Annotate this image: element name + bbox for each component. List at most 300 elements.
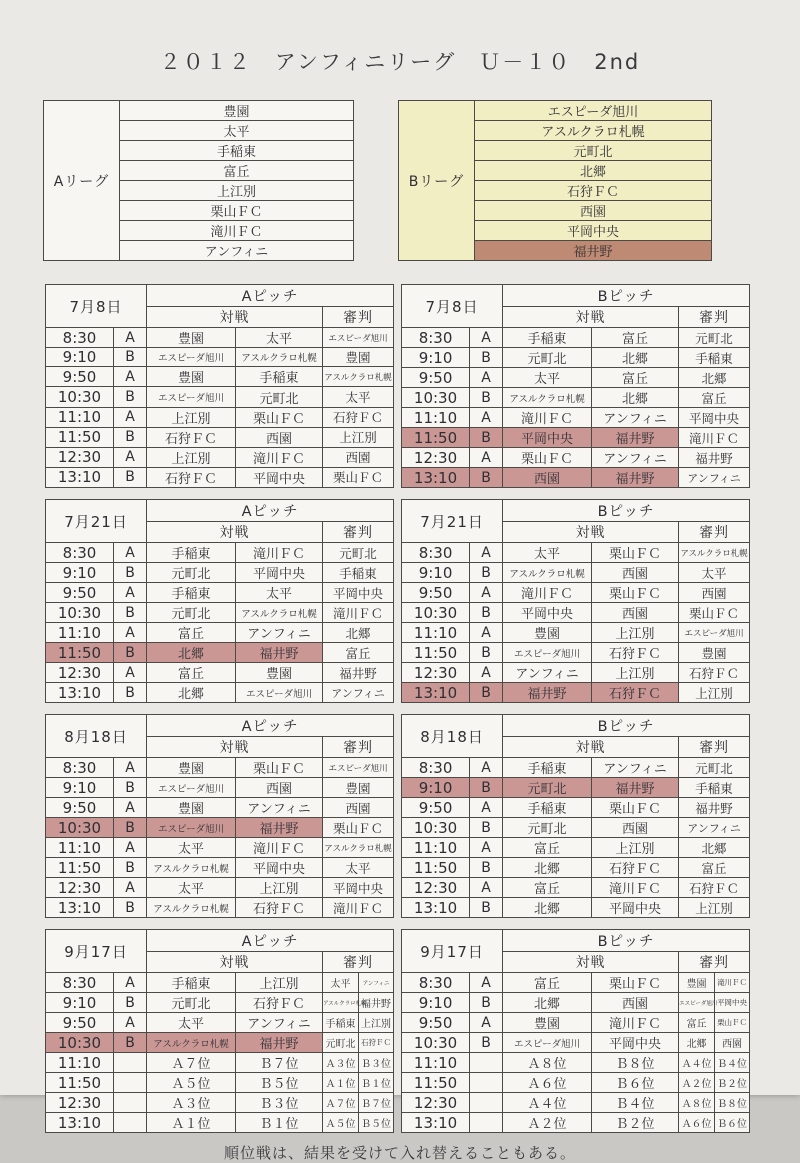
schedule-row [46, 993, 394, 1013]
home-team-cell: 手稲東 [147, 973, 236, 993]
league-cell: B [114, 467, 147, 487]
away-team-cell: 太平 [236, 583, 323, 603]
schedule-row [402, 348, 750, 368]
referee-cell: Ａ４位 [679, 1053, 715, 1073]
away-team-cell: アンフィニ [236, 1013, 323, 1033]
league-table [398, 100, 712, 261]
away-team-cell: 上江別 [592, 838, 679, 858]
schedule-row [46, 798, 394, 818]
away-team-cell: 富丘 [592, 368, 679, 388]
away-team-cell: 栗山ＦＣ [592, 543, 679, 563]
home-team-cell: Ａ１位 [147, 1113, 236, 1133]
time-cell: 9:10 [46, 563, 114, 583]
time-cell: 13:10 [402, 1113, 470, 1133]
referee-cell: 平岡中央 [679, 408, 750, 428]
schedule-row [402, 408, 750, 428]
pitch-header-cell: Aピッチ [147, 930, 394, 952]
league-team-cell: 富丘 [120, 161, 354, 181]
league-cell: A [114, 878, 147, 898]
home-team-cell: アンフィニ [503, 663, 592, 683]
time-cell: 10:30 [402, 388, 470, 408]
time-cell: 13:10 [402, 468, 470, 488]
time-cell: 12:30 [402, 663, 470, 683]
home-team-cell: 太平 [147, 838, 236, 858]
referee-cell: 太平 [323, 387, 394, 407]
schedule-row [46, 1053, 394, 1073]
time-cell: 9:50 [402, 583, 470, 603]
away-team-cell: アスルクラロ札幌 [236, 603, 323, 623]
referee-cell: 上江別 [679, 898, 750, 918]
schedule-block [45, 499, 800, 703]
away-team-cell: Ｂ８位 [592, 1053, 679, 1073]
league-cell [470, 1053, 503, 1073]
schedule-row [46, 348, 394, 367]
league-team-cell: 豊園 [120, 101, 354, 121]
time-cell: 9:10 [402, 993, 470, 1013]
date-cell: 7月8日 [46, 285, 147, 328]
home-team-cell: Ａ４位 [503, 1093, 592, 1113]
schedule-header-row [402, 500, 750, 522]
referee-cell: アンフィニ [679, 468, 750, 488]
league-team-cell: 元町北 [475, 141, 712, 161]
time-cell: 11:10 [46, 407, 114, 427]
referee-cell: エスピーダ旭川 [323, 328, 394, 348]
league-cell: A [470, 583, 503, 603]
time-cell: 13:10 [46, 467, 114, 487]
schedule-row [402, 758, 750, 778]
league-team-cell: 上江別 [120, 181, 354, 201]
away-team-cell: エスピーダ旭川 [236, 683, 323, 703]
referee-cell: Ｂ２位 [715, 1073, 750, 1093]
referee-cell: 福井野 [359, 993, 394, 1013]
home-team-cell: 富丘 [147, 663, 236, 683]
home-team-cell: 元町北 [147, 563, 236, 583]
away-team-cell: Ｂ３位 [236, 1093, 323, 1113]
referee-cell: Ａ２位 [679, 1073, 715, 1093]
referee-header-cell: 審判 [679, 737, 750, 758]
schedule-row [402, 388, 750, 408]
league-cell: A [114, 623, 147, 643]
home-team-cell: Ａ３位 [147, 1093, 236, 1113]
home-team-cell: Ａ７位 [147, 1053, 236, 1073]
away-team-cell: 平岡中央 [592, 898, 679, 918]
vs-header-cell: 対戦 [503, 307, 679, 328]
referee-cell: 手稲東 [323, 1013, 359, 1033]
league-cell: A [470, 1013, 503, 1033]
league-team-cell: 手稲東 [120, 141, 354, 161]
referee-cell: アンフィニ [679, 818, 750, 838]
referee-cell: Ａ７位 [323, 1093, 359, 1113]
home-team-cell: 手稲東 [503, 758, 592, 778]
referee-cell: アンフィニ [359, 973, 394, 993]
schedule-block [45, 284, 800, 488]
date-cell: 8月18日 [402, 715, 503, 758]
league-team-cell: 北郷 [475, 161, 712, 181]
referee-cell: 滝川ＦＣ [323, 603, 394, 623]
referee-cell: 元町北 [679, 328, 750, 348]
home-team-cell: Ａ２位 [503, 1113, 592, 1133]
referee-header-cell: 審判 [679, 307, 750, 328]
league-cell: A [114, 543, 147, 563]
schedule-row [46, 878, 394, 898]
league-cell: A [470, 758, 503, 778]
home-team-cell: エスピーダ旭川 [147, 348, 236, 367]
away-team-cell: 栗山ＦＣ [592, 798, 679, 818]
away-team-cell: 北郷 [592, 348, 679, 368]
league-team-cell: 西園 [475, 201, 712, 221]
time-cell: 11:50 [402, 1073, 470, 1093]
league-cell [114, 1073, 147, 1093]
home-team-cell: 元町北 [147, 603, 236, 623]
time-cell: 9:50 [46, 1013, 114, 1033]
time-cell: 13:10 [402, 898, 470, 918]
time-cell: 8:30 [402, 758, 470, 778]
schedule-header-row [46, 500, 394, 522]
league-label: Aリーグ [44, 101, 120, 261]
referee-cell: 手稲東 [323, 563, 394, 583]
away-team-cell: 栗山ＦＣ [592, 583, 679, 603]
home-team-cell: エスピーダ旭川 [503, 643, 592, 663]
referee-cell: 富丘 [679, 1013, 715, 1033]
referee-cell: 豊園 [323, 348, 394, 367]
league-cell: B [470, 858, 503, 878]
schedule-row [402, 838, 750, 858]
league-cell: A [114, 663, 147, 683]
away-team-cell: 石狩ＦＣ [592, 858, 679, 878]
pitch-header-cell: Bピッチ [503, 500, 750, 522]
time-cell: 8:30 [46, 543, 114, 563]
referee-cell: 太平 [679, 563, 750, 583]
time-cell: 12:30 [402, 448, 470, 468]
schedule-row [402, 798, 750, 818]
away-team-cell: アンフィニ [592, 758, 679, 778]
referee-cell: Ａ１位 [323, 1073, 359, 1093]
league-cell: A [114, 838, 147, 858]
league-cell: A [114, 973, 147, 993]
date-cell: 9月17日 [402, 930, 503, 973]
home-team-cell: 手稲東 [503, 328, 592, 348]
time-cell: 9:50 [402, 1013, 470, 1033]
home-team-cell: アスルクラロ札幌 [147, 898, 236, 918]
away-team-cell: 福井野 [236, 1033, 323, 1053]
referee-cell: 元町北 [323, 543, 394, 563]
away-team-cell: アンフィニ [592, 448, 679, 468]
referee-header-cell: 審判 [679, 522, 750, 543]
away-team-cell: 上江別 [236, 878, 323, 898]
schedule-row [46, 583, 394, 603]
time-cell: 13:10 [46, 1113, 114, 1133]
referee-cell: Ｂ４位 [715, 1053, 750, 1073]
schedule-row [46, 818, 394, 838]
schedule-row [46, 447, 394, 467]
home-team-cell: 上江別 [147, 447, 236, 467]
date-cell: 7月21日 [402, 500, 503, 543]
time-cell: 11:10 [402, 623, 470, 643]
time-cell: 9:10 [46, 348, 114, 367]
away-team-cell: 上江別 [592, 623, 679, 643]
time-cell: 12:30 [402, 878, 470, 898]
time-cell: 10:30 [402, 818, 470, 838]
schedule-row [46, 898, 394, 918]
referee-cell: 西園 [715, 1033, 750, 1053]
home-team-cell: 豊園 [503, 1013, 592, 1033]
time-cell: 12:30 [402, 1093, 470, 1113]
away-team-cell: 福井野 [592, 428, 679, 448]
league-row [399, 101, 712, 121]
time-cell: 8:30 [402, 973, 470, 993]
away-team-cell: 太平 [236, 328, 323, 348]
away-team-cell: 福井野 [592, 468, 679, 488]
home-team-cell: 富丘 [503, 838, 592, 858]
away-team-cell: 西園 [592, 563, 679, 583]
home-team-cell: エスピーダ旭川 [147, 778, 236, 798]
referee-cell: 上江別 [323, 427, 394, 447]
home-team-cell: 太平 [503, 543, 592, 563]
league-cell: A [114, 367, 147, 387]
schedule-table [45, 929, 394, 1133]
schedule-row [402, 1113, 750, 1133]
home-team-cell: アスルクラロ札幌 [147, 858, 236, 878]
referee-cell: 富丘 [679, 858, 750, 878]
away-team-cell: 上江別 [236, 973, 323, 993]
away-team-cell: 福井野 [592, 778, 679, 798]
home-team-cell: 北郷 [147, 683, 236, 703]
time-cell: 11:50 [46, 427, 114, 447]
referee-cell: 平岡中央 [715, 993, 750, 1013]
schedule-row [402, 428, 750, 448]
away-team-cell: 平岡中央 [236, 563, 323, 583]
referee-cell: 豊園 [323, 778, 394, 798]
home-team-cell: 手稲東 [147, 583, 236, 603]
home-team-cell: 西園 [503, 468, 592, 488]
referee-cell: Ｂ３位 [359, 1053, 394, 1073]
league-cell: B [470, 643, 503, 663]
time-cell: 10:30 [402, 1033, 470, 1053]
referee-cell: 栗山ＦＣ [323, 467, 394, 487]
schedule-table [401, 929, 750, 1133]
league-cell: B [470, 778, 503, 798]
schedule-row [402, 368, 750, 388]
referee-cell: 平岡中央 [323, 583, 394, 603]
league-cell: B [114, 993, 147, 1013]
away-team-cell: アスルクラロ札幌 [236, 348, 323, 367]
referee-cell: 元町北 [679, 758, 750, 778]
away-team-cell: 西園 [592, 993, 679, 1013]
home-team-cell: 栗山ＦＣ [503, 448, 592, 468]
time-cell: 9:10 [402, 778, 470, 798]
away-team-cell: アンフィニ [236, 798, 323, 818]
league-cell: A [114, 583, 147, 603]
home-team-cell: アスルクラロ札幌 [503, 388, 592, 408]
league-table [43, 100, 354, 261]
vs-header-cell: 対戦 [147, 522, 323, 543]
schedule-row [46, 643, 394, 663]
league-cell: B [470, 818, 503, 838]
away-team-cell: 西園 [592, 603, 679, 623]
footnote: 順位戦は、結果を受けて入れ替えることもある。 [223, 1144, 576, 1162]
time-cell: 11:50 [402, 643, 470, 663]
time-cell: 9:10 [402, 563, 470, 583]
time-cell: 11:50 [402, 428, 470, 448]
away-team-cell: Ｂ７位 [236, 1053, 323, 1073]
schedule-row [402, 683, 750, 703]
referee-cell: 栗山ＦＣ [715, 1013, 750, 1033]
referee-cell: エスピーダ旭川 [679, 993, 715, 1013]
away-team-cell: 元町北 [236, 387, 323, 407]
away-team-cell: 上江別 [592, 663, 679, 683]
time-cell: 11:10 [402, 1053, 470, 1073]
schedule-row [46, 387, 394, 407]
home-team-cell: アスルクラロ札幌 [503, 563, 592, 583]
referee-cell: 石狩ＦＣ [679, 878, 750, 898]
league-cell [470, 1113, 503, 1133]
away-team-cell: Ｂ１位 [236, 1113, 323, 1133]
home-team-cell: 元町北 [147, 993, 236, 1013]
referee-cell: 北郷 [323, 623, 394, 643]
schedule-row [402, 1033, 750, 1053]
time-cell: 12:30 [46, 878, 114, 898]
home-team-cell: 富丘 [503, 878, 592, 898]
pitch-header-cell: Aピッチ [147, 285, 394, 307]
league-cell: A [114, 447, 147, 467]
time-cell: 9:10 [46, 993, 114, 1013]
schedule-row [402, 973, 750, 993]
vs-header-cell: 対戦 [503, 737, 679, 758]
schedule-row [46, 858, 394, 878]
schedule-table [401, 499, 750, 703]
referee-cell: アスルクラロ札幌 [323, 993, 359, 1013]
referee-cell: 手稲東 [679, 778, 750, 798]
schedule-row [402, 1073, 750, 1093]
referee-cell: アスルクラロ札幌 [323, 838, 394, 858]
league-cell: B [114, 818, 147, 838]
away-team-cell: 平岡中央 [592, 1033, 679, 1053]
away-team-cell: アンフィニ [592, 408, 679, 428]
league-team-cell: 栗山ＦＣ [120, 201, 354, 221]
league-cell: A [470, 973, 503, 993]
time-cell: 11:10 [402, 408, 470, 428]
referee-cell: Ｂ１位 [359, 1073, 394, 1093]
referee-cell: 栗山ＦＣ [323, 818, 394, 838]
league-cell: B [114, 427, 147, 447]
league-team-cell: 福井野 [475, 241, 712, 261]
referee-header-cell: 審判 [323, 522, 394, 543]
league-cell: A [114, 798, 147, 818]
home-team-cell: 平岡中央 [503, 428, 592, 448]
referee-cell: 豊園 [679, 643, 750, 663]
league-cell: B [470, 898, 503, 918]
pitch-header-cell: Aピッチ [147, 500, 394, 522]
schedule-row [46, 543, 394, 563]
league-cell: A [470, 328, 503, 348]
referee-cell: 太平 [323, 858, 394, 878]
referee-cell: 滝川ＦＣ [323, 898, 394, 918]
referee-header-cell: 審判 [323, 737, 394, 758]
home-team-cell: 北郷 [147, 643, 236, 663]
away-team-cell: 滝川ＦＣ [592, 878, 679, 898]
referee-cell: 石狩ＦＣ [323, 407, 394, 427]
time-cell: 11:10 [46, 623, 114, 643]
schedule-header-row [46, 285, 394, 307]
league-cell: B [114, 643, 147, 663]
league-team-cell: 平岡中央 [475, 221, 712, 241]
schedule-header-row [402, 285, 750, 307]
time-cell: 8:30 [46, 973, 114, 993]
time-cell: 11:50 [402, 858, 470, 878]
referee-header-cell: 審判 [679, 952, 750, 973]
schedule-row [46, 623, 394, 643]
league-cell: B [470, 348, 503, 368]
league-cell: A [114, 407, 147, 427]
home-team-cell: 平岡中央 [503, 603, 592, 623]
league-cell [114, 1113, 147, 1133]
schedule-row [46, 1113, 394, 1133]
schedule-row [402, 1013, 750, 1033]
schedule-row [46, 603, 394, 623]
league-cell: B [114, 778, 147, 798]
league-cell [470, 1093, 503, 1113]
home-team-cell: エスピーダ旭川 [147, 387, 236, 407]
schedule-row [46, 1093, 394, 1113]
schedule-row [46, 367, 394, 387]
vs-header-cell: 対戦 [503, 522, 679, 543]
referee-cell: 石狩ＦＣ [679, 663, 750, 683]
schedule-row [46, 973, 394, 993]
referee-cell: 平岡中央 [323, 878, 394, 898]
league-cell: A [470, 663, 503, 683]
league-cell: A [470, 878, 503, 898]
page-title: ２０１２ アンフィニリーグ Ｕ－１０ 2nd [159, 50, 641, 74]
league-cell: A [470, 798, 503, 818]
schedule-row [46, 467, 394, 487]
date-cell: 7月8日 [402, 285, 503, 328]
referee-cell: Ａ８位 [679, 1093, 715, 1113]
time-cell: 9:50 [46, 367, 114, 387]
away-team-cell: 石狩ＦＣ [236, 993, 323, 1013]
referee-cell: 北郷 [679, 368, 750, 388]
schedule-header-row [46, 930, 394, 952]
pitch-header-cell: Bピッチ [503, 285, 750, 307]
time-cell: 9:10 [402, 348, 470, 368]
schedule-row [46, 1073, 394, 1093]
referee-cell: 福井野 [679, 798, 750, 818]
away-team-cell: Ｂ２位 [592, 1113, 679, 1133]
referee-cell: 西園 [323, 798, 394, 818]
schedule-row [402, 778, 750, 798]
schedule-row [402, 563, 750, 583]
schedule-block [45, 929, 800, 1133]
referee-cell: Ｂ６位 [715, 1113, 750, 1133]
date-cell: 8月18日 [46, 715, 147, 758]
league-cell: B [470, 1033, 503, 1053]
league-team-cell: 太平 [120, 121, 354, 141]
league-team-cell: エスピーダ旭川 [475, 101, 712, 121]
time-cell: 8:30 [46, 328, 114, 348]
time-cell: 8:30 [46, 758, 114, 778]
away-team-cell: 西園 [236, 778, 323, 798]
referee-cell: 上江別 [679, 683, 750, 703]
pitch-header-cell: Bピッチ [503, 715, 750, 737]
time-cell: 13:10 [402, 683, 470, 703]
home-team-cell: 豊園 [503, 623, 592, 643]
referee-cell: 北郷 [679, 1033, 715, 1053]
league-cell: A [114, 758, 147, 778]
referee-cell: 豊園 [679, 973, 715, 993]
referee-cell: 西園 [679, 583, 750, 603]
home-team-cell: 豊園 [147, 328, 236, 348]
home-team-cell: アスルクラロ札幌 [147, 1033, 236, 1053]
schedule-row [402, 543, 750, 563]
